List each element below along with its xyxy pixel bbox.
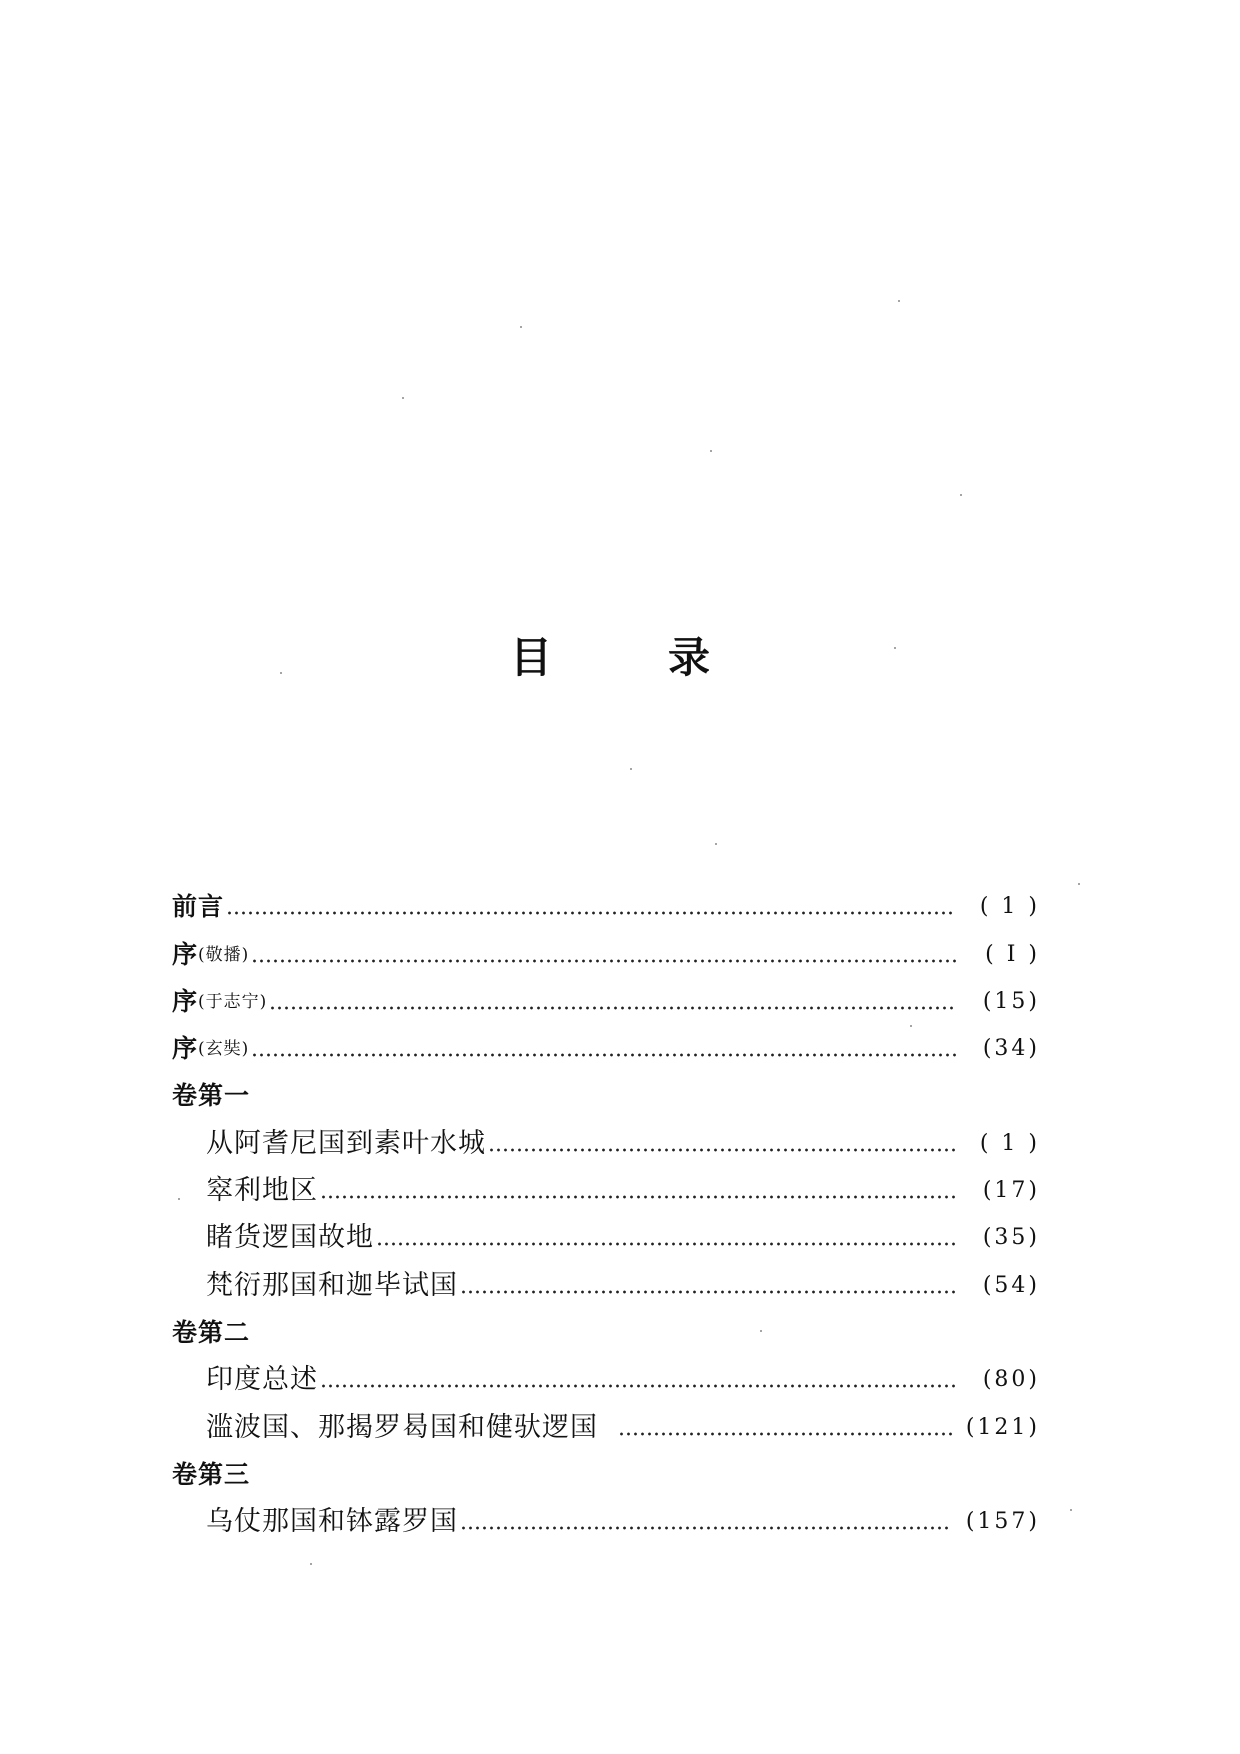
toc-page-number: (15) — [982, 988, 1040, 1014]
toc-entry-author-note: (敬播) — [198, 944, 250, 965]
heading-char-1: 目 — [510, 633, 553, 682]
toc-page-number: (54) — [982, 1272, 1040, 1298]
toc-entry-label: 梵衍那国和迦毕试国 — [206, 1269, 458, 1301]
toc-page-number: (157) — [965, 1509, 1040, 1535]
dot-leader — [460, 1526, 952, 1530]
scan-speck — [1070, 1509, 1072, 1511]
toc-volume-heading — [172, 1065, 1040, 1112]
toc-entry-label: 序 — [172, 1034, 199, 1064]
scan-speck — [960, 494, 962, 496]
toc-entry-author-note: (玄奘) — [198, 1039, 250, 1060]
toc-page-number: (17) — [982, 1178, 1040, 1204]
toc-heading — [510, 628, 710, 688]
toc-page-number: (121) — [965, 1414, 1040, 1440]
toc-entry-label: 序 — [172, 939, 199, 969]
toc-page-number: ( 1 ) — [979, 1130, 1040, 1156]
toc-entry[interactable] — [172, 1491, 1040, 1538]
scan-speck — [402, 397, 404, 399]
toc-page-number: ( 1 ) — [979, 894, 1040, 920]
scan-speck — [178, 1198, 180, 1200]
toc-volume-heading — [172, 1302, 1040, 1349]
volume-label: 卷第一 — [172, 1081, 251, 1111]
toc-entry-xu-jingbo[interactable] — [172, 923, 1040, 970]
dot-leader — [618, 1432, 952, 1436]
scan-speck — [710, 450, 712, 452]
scan-speck — [310, 1563, 312, 1565]
toc-entry[interactable] — [172, 1396, 1040, 1443]
toc-entry-label: 滥波国、那揭罗曷国和健驮逻国 — [206, 1411, 598, 1443]
toc-entry[interactable] — [172, 1112, 1040, 1159]
toc-entry-label: 窣利地区 — [206, 1175, 318, 1207]
toc-entry-label: 前言 — [172, 892, 225, 922]
dot-leader — [251, 1053, 956, 1057]
scan-speck — [894, 647, 896, 649]
toc-entry[interactable] — [172, 1254, 1040, 1301]
dot-leader — [226, 911, 956, 915]
table-of-contents — [172, 876, 1040, 1538]
toc-page-number: ( I ) — [985, 941, 1040, 967]
volume-label: 卷第三 — [172, 1459, 251, 1489]
toc-page-number: (35) — [982, 1225, 1040, 1251]
scan-speck — [715, 843, 717, 845]
toc-entry-label: 乌仗那国和钵露罗国 — [206, 1506, 458, 1538]
toc-entry[interactable] — [172, 1207, 1040, 1254]
toc-entry-label: 印度总述 — [206, 1364, 318, 1396]
scan-speck — [280, 672, 282, 674]
scan-speck — [760, 1330, 762, 1332]
dot-leader — [376, 1242, 956, 1246]
toc-entry[interactable] — [172, 1160, 1040, 1207]
dot-leader — [460, 1290, 956, 1294]
toc-entry[interactable] — [172, 1349, 1040, 1396]
dot-leader — [320, 1195, 956, 1199]
volume-label: 卷第二 — [172, 1317, 251, 1347]
heading-char-2: 录 — [667, 633, 710, 682]
dot-leader — [320, 1384, 956, 1388]
toc-entry-label: 从阿耆尼国到素叶水城 — [206, 1127, 486, 1159]
dot-leader — [251, 959, 956, 963]
toc-volume-heading — [172, 1444, 1040, 1491]
dot-leader — [269, 1006, 956, 1010]
toc-page-number: (34) — [982, 1036, 1040, 1062]
scan-speck — [898, 300, 900, 302]
scan-speck — [630, 768, 632, 770]
scan-speck — [1078, 883, 1080, 885]
scan-speck — [520, 326, 522, 328]
toc-entry-label: 序 — [172, 986, 199, 1016]
toc-entry-label: 睹货逻国故地 — [206, 1222, 374, 1254]
toc-entry-xu-yuzhining[interactable] — [172, 971, 1040, 1018]
toc-page-number: (80) — [982, 1367, 1040, 1393]
toc-entry-preface[interactable] — [172, 876, 1040, 923]
toc-entry-author-note: (于志宁) — [198, 991, 268, 1012]
scan-speck — [910, 1025, 912, 1027]
dot-leader — [488, 1148, 956, 1152]
